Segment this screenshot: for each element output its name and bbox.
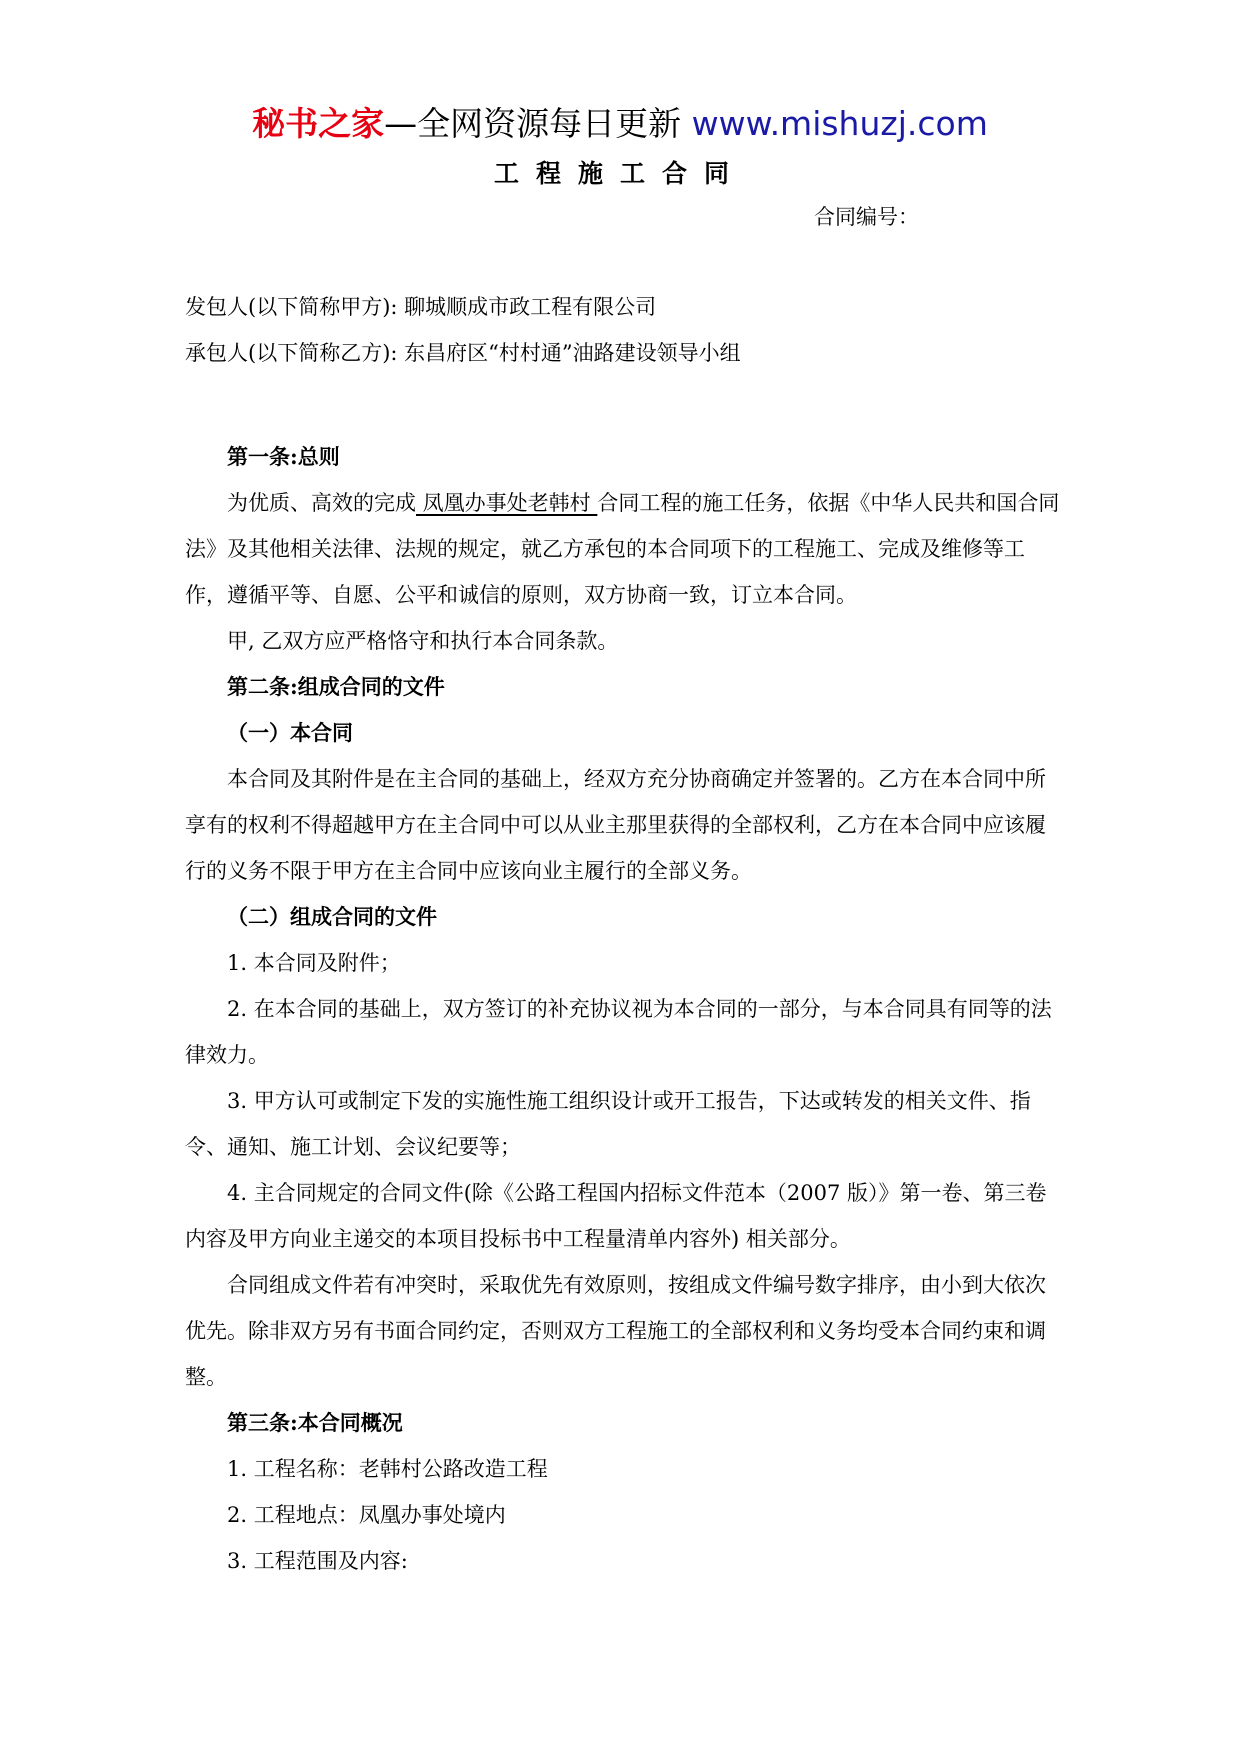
spacer [185,376,1065,434]
article-2-item-1: 1. 本合同及附件； [227,951,401,975]
article-1-text-before: 为优质、高效的完成 [227,491,416,515]
article-3-heading: 第三条:本合同概况 [227,1410,403,1435]
article-2-sub1-text: 本合同及其附件是在主合同的基础上，经双方充分协商确定并签署的。乙方在本合同中所享有的权利不得超越甲方在主合同中可以从业主那里获得的全部权利，乙方在本合同中应该履行的义务不限于甲方在主合同中应该向业主履行的全部义务。 [185,767,1046,883]
document-body [185,284,1065,1584]
site-slogan: —全网资源每日更新 [384,104,692,143]
party-a: 发包人(以下简称甲方): 聊城顺成市政工程有限公司 [185,295,657,319]
project-location-underlined: 凤凰办事处老韩村 [416,491,598,515]
article-3-item-2: 2. 工程地点：凤凰办事处境内 [227,1503,506,1527]
article-2-sub2-heading: （二）组成合同的文件 [227,904,437,929]
contract-number-label: 合同编号： [814,205,919,229]
article-2-sub1-heading: （一）本合同 [227,720,353,745]
party-b: 承包人(以下简称乙方): 东昌府区“村村通”油路建设领导小组 [185,341,741,365]
article-2-closing: 合同组成文件若有冲突时，采取优先有效原则，按组成文件编号数字排序，由小到大依次优先。除非双方另有书面合同约定，否则双方工程施工的全部权利和义务均受本合同约束和调整。 [185,1273,1046,1389]
site-header [0,96,1240,152]
article-2-item-2: 2. 在本合同的基础上，双方签订的补充协议视为本合同的一部分，与本合同具有同等的法律效力。 [185,997,1052,1067]
article-2-item-3: 3. 甲方认可或制定下发的实施性施工组织设计或开工报告，下达或转发的相关文件、指令、通知、施工计划、会议纪要等； [185,1089,1031,1159]
article-1-paragraph-2: 甲, 乙双方应严格恪守和执行本合同条款。 [227,629,619,653]
article-1-text-after: 合同工程的施工任务，依据《中华人民共和国合同法》及其他相关法律、法规的规定，就乙方承包的本合同项下的工程施工、完成及维修等工作，遵循平等、自愿、公平和诚信的原则，双方协商一致，订立本合同。 [185,491,1060,607]
document-title: 工程施工合同 [493,159,746,188]
site-name: 秘书之家 [252,104,385,143]
article-2-item-4: 4. 主合同规定的合同文件(除《公路工程国内招标文件范本（2007 版）》第一卷、第三卷内容及甲方向业主递交的本项目投标书中工程量清单内容外) 相关部分。 [185,1181,1047,1251]
article-2-heading: 第二条:组成合同的文件 [227,674,445,699]
site-url-link[interactable]: www.mishuzj.com [691,104,988,143]
article-3-item-3: 3. 工程范围及内容: [227,1549,408,1573]
article-3-item-1: 1. 工程名称：老韩村公路改造工程 [227,1457,548,1481]
article-1-paragraph-1 [185,480,1065,618]
article-1-heading: 第一条:总则 [227,444,340,469]
